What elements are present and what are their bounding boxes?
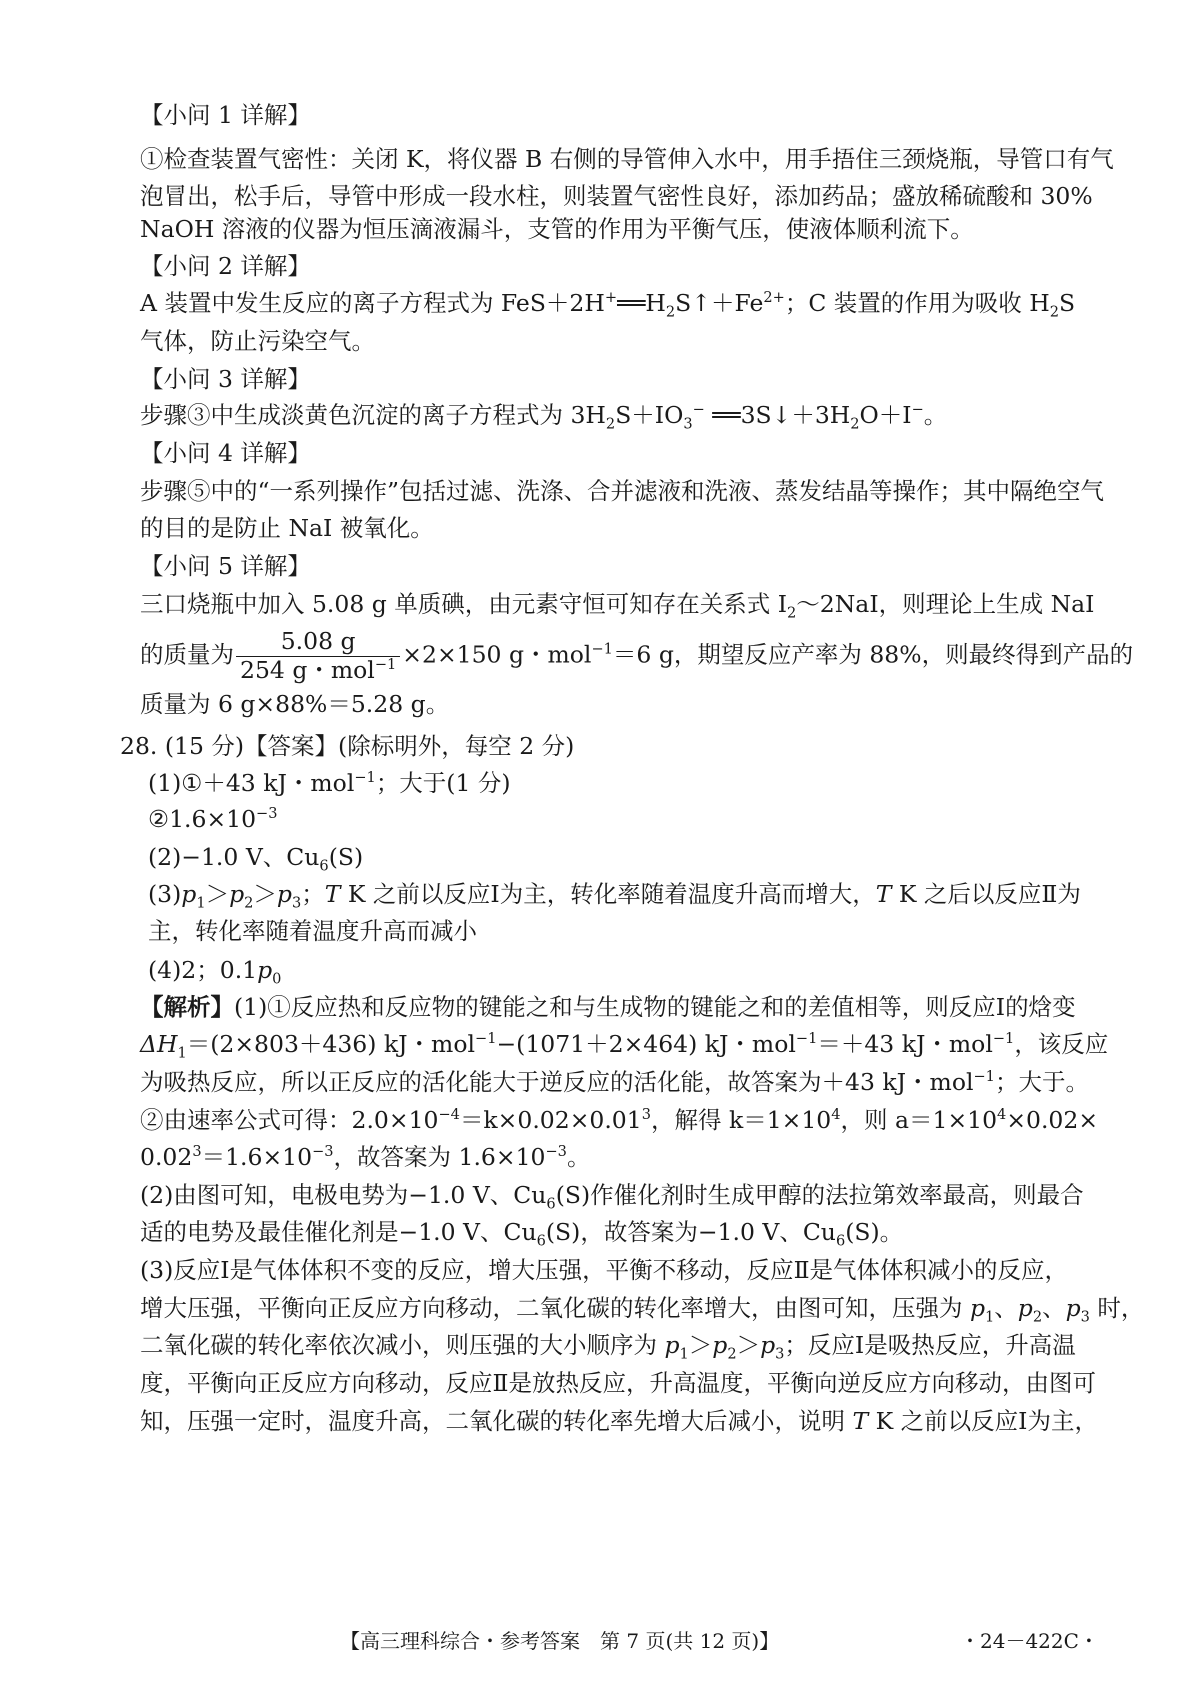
q5-header: 【小问 5 详解】 bbox=[140, 552, 311, 580]
analysis-line3: 为吸热反应，所以正反应的活化能大于逆反应的活化能，故答案为＋43 kJ・mol$^{-1}$；大于。 bbox=[140, 1068, 1089, 1096]
q28-ans5: (4)2；$0.1p_0$ bbox=[148, 956, 282, 988]
q5-line1: 三口烧瓶中加入 5.08 g 单质碘，由元素守恒可知存在关系式 $I_2\sim 2NaI$，则理论上生成 NaI bbox=[140, 590, 1095, 622]
q28-ans4-line1: $(3)p_1>p_2>p_3$；T K 之前以反应Ⅰ为主，转化率随着温度升高而增大，T K 之后以反应Ⅱ为 bbox=[148, 880, 1081, 912]
page-footer-title: 【高三理科综合・参考答案 第 7 页(共 12 页)】 bbox=[340, 1629, 780, 1653]
q28-title: 28. (15 分)【答案】(除标明外，每空 2 分) bbox=[120, 732, 575, 760]
analysis-line2: $\Delta H_1=(2\times 803+436)$ kJ・mol$^{-1}$−(1071＋2×464) kJ・mol$^{-1}$＝＋43 kJ・mol$^{-1}$，该反应 bbox=[140, 1030, 1109, 1062]
mass-fraction: $\frac{5.08 g}{254 g・mol^{-1}}$ bbox=[236, 630, 400, 682]
analysis-line5: $0.02^3=1.6\times 10^{-3}$，故答案为 $1.6\times 10^{-3}$。 bbox=[140, 1143, 591, 1171]
analysis-line9: 增大压强，平衡向正反应方向移动，二氧化碳的转化率增大，由图可知，压强为 $p_1$、$p_2$、$p_3$ 时， bbox=[140, 1294, 1145, 1326]
q4-header: 【小问 4 详解】 bbox=[140, 439, 311, 467]
q28-ans1: (1)①＋43 kJ・mol$^{-1}$；大于(1 分) bbox=[148, 769, 511, 797]
q2-line1: A 装置中发生反应的离子方程式为 $FeS+2H^+══H_2S↑+Fe^{2+}$；C 装置的作用为吸收 $H_2S$ bbox=[140, 289, 1076, 321]
q2-line2: 气体，防止污染空气。 bbox=[140, 327, 375, 355]
analysis-line7: 适的电势及最佳催化剂是−1.0 V、$Cu_6(S)$，故答案为−1.0 V、$Cu_6(S)$。 bbox=[140, 1218, 904, 1250]
q4-line1: 步骤⑤中的“一系列操作”包括过滤、洗涤、合并滤液和洗液、蒸发结晶等操作；其中隔绝空气 bbox=[140, 477, 1105, 505]
q3-line1: 步骤③中生成淡黄色沉淀的离子方程式为 $3H_2S+IO_3^-$ $══3S↓+3H_2O+I^-$。 bbox=[140, 401, 948, 433]
q5-line3: 质量为 6 g×88%＝5.28 g。 bbox=[140, 690, 450, 718]
analysis-line4: ②由速率公式可得：$2.0\times 10^{-4}=k\times 0.02\times 0.01^3$，解得 $k=1\times 10^4$，则 $a=1\times 10^4\times 0.02\times$ bbox=[140, 1106, 1099, 1134]
analysis-line10: 二氧化碳的转化率依次减小，则压强的大小顺序为 $p_1>p_2>p_3$；反应Ⅰ是吸热反应，升高温 bbox=[140, 1331, 1076, 1363]
q1-line1: ①检查装置气密性：关闭 K，将仪器 B 右侧的导管伸入水中，用手捂住三颈烧瓶，导管口有气 bbox=[140, 145, 1114, 173]
q3-header: 【小问 3 详解】 bbox=[140, 365, 311, 393]
q5-line2: 的质量为 $\frac{5.08 g}{254 g・mol^{-1}}$ ×2×150 g・mol$^{-1}$＝6 g，期望反应产率为 88%，则最终得到产品的 bbox=[140, 627, 1134, 684]
q28-ans3: (2)−1.0 V、$Cu_6(S)$ bbox=[148, 843, 364, 875]
q1-line3: NaOH 溶液的仪器为恒压滴液漏斗，支管的作用为平衡气压，使液体顺利流下。 bbox=[140, 215, 974, 243]
page-footer-code: ・24－422C・ bbox=[960, 1629, 1099, 1653]
q28-ans2: $②1.6\times 10^{-3}$ bbox=[148, 805, 278, 833]
q28-ans4-line2: 主，转化率随着温度升高而减小 bbox=[148, 917, 477, 945]
analysis-line8: (3)反应Ⅰ是气体体积不变的反应，增大压强，平衡不移动，反应Ⅱ是气体体积减小的反应， bbox=[140, 1256, 1069, 1284]
q2-header: 【小问 2 详解】 bbox=[140, 252, 311, 280]
q1-line2: 泡冒出，松手后，导管中形成一段水柱，则装置气密性良好，添加药品；盛放稀硫酸和 30% bbox=[140, 182, 1093, 210]
q1-header: 【小问 1 详解】 bbox=[140, 101, 311, 129]
q4-line2: 的目的是防止 NaI 被氧化。 bbox=[140, 514, 434, 542]
analysis-line11: 度，平衡向正反应方向移动，反应Ⅱ是放热反应，升高温度，平衡向逆反应方向移动，由图可 bbox=[140, 1369, 1096, 1397]
analysis-line12: 知，压强一定时，温度升高，二氧化碳的转化率先增大后减小，说明 T K 之前以反应Ⅰ为主， bbox=[140, 1407, 1098, 1435]
analysis-line6: (2)由图可知，电极电势为−1.0 V、$Cu_6(S)$作催化剂时生成甲醇的法拉第效率最高，则最合 bbox=[140, 1181, 1084, 1213]
analysis-line1: 【解析】(1)①反应热和反应物的键能之和与生成物的键能之和的差值相等，则反应Ⅰ的焓变 bbox=[140, 993, 1076, 1021]
